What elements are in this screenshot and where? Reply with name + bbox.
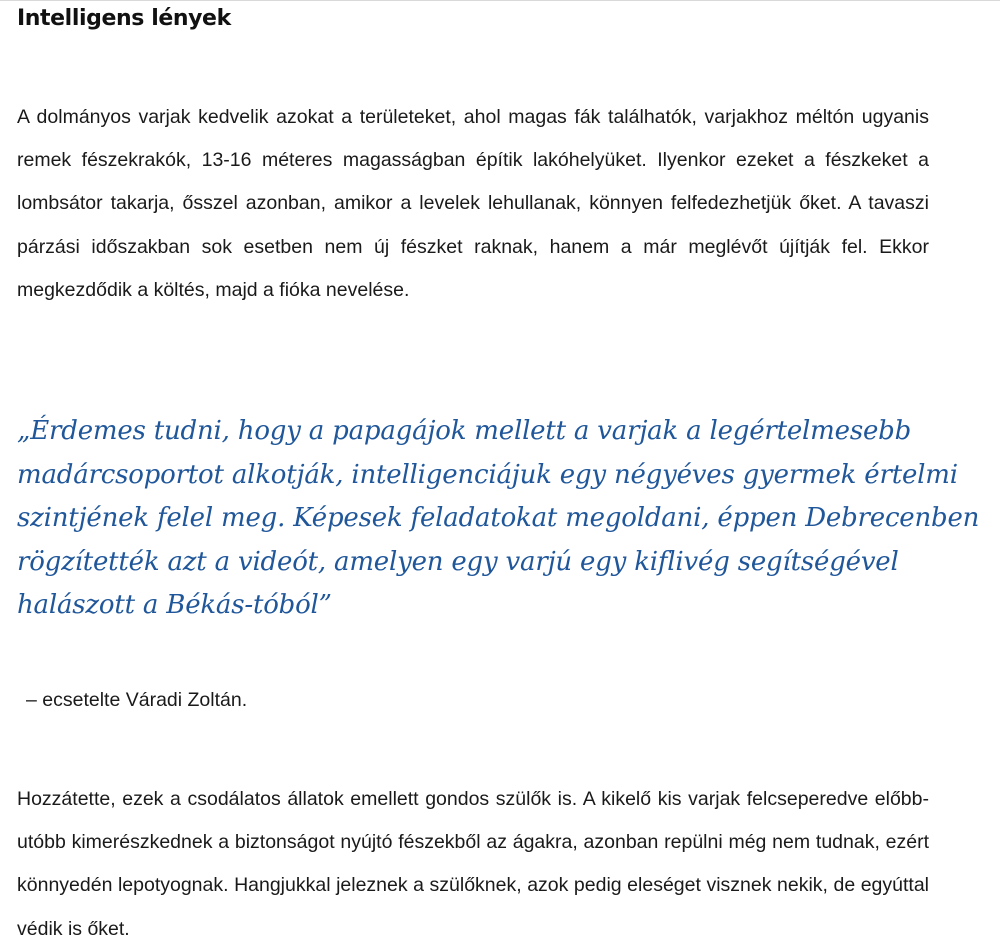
paragraph-nesting: A dolmányos varjak kedvelik azokat a területeket, ahol magas fák találhatók, varjakhoz méltón ugyanis remek fészekrakók, 13-16 méteres magasságban építik lakóhelyüket. Ilyenkor ezeket a fészkeket a lombsátor takarja, ősszel azonban, amikor a levelek lehullanak, könnyen felfedezhetjük őket. A tavaszi párzási időszakban sok esetben nem új fészket raknak, hanem a már meglévőt újítják fel. Ekkor megkezdődik a költés, majd a fióka nevelése. <box>17 106 929 301</box>
section-heading: Intelligens lények <box>17 6 231 31</box>
paragraph-parenting: Hozzátette, ezek a csodálatos állatok emellett gondos szülők is. A kikelő kis varjak felcseperedve előbb-utóbb kimerészkednek a biztonságot nyújtó fészekből az ágakra, azonban repülni még nem tudnak, ezért könnyedén lepotyognak. Hangjukkal jeleznek a szülőknek, azok pedig eleséget visznek nekik, de egyúttal védik is őket. <box>17 788 929 940</box>
quote-attribution: – ecsetelte Váradi Zoltán. <box>26 689 248 711</box>
top-divider <box>0 0 1000 1</box>
pull-quote: „Érdemes tudni, hogy a papagájok mellett a varjak a legértelmesebb madárcsoportot alkotják, intelligenciájuk egy négyéves gyermek értelmi szintjének felel meg. Képesek feladatokat megoldani, éppen Debrecenben rögzítették azt a videót, amelyen egy varjú egy kiflivég segítségével halászott a Békás-tóból” <box>17 416 980 620</box>
